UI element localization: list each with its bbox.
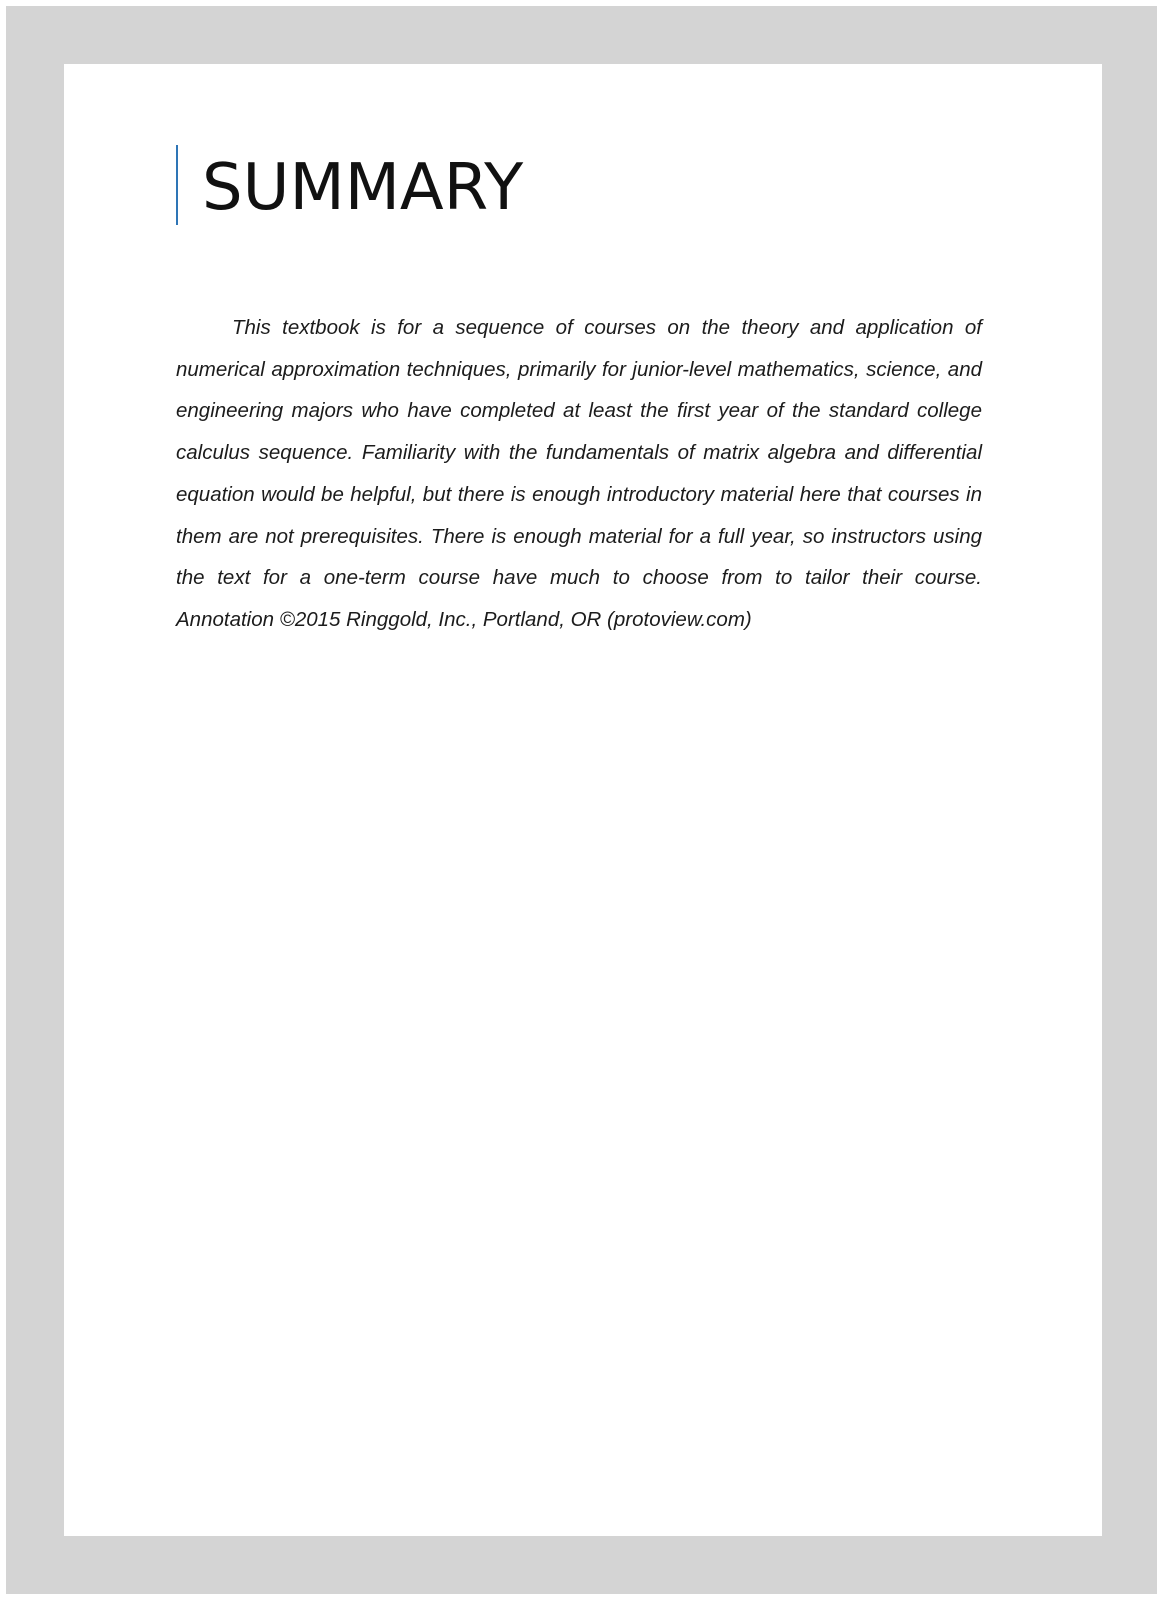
heading-accent-bar <box>176 145 178 225</box>
document-page <box>64 64 1102 1536</box>
page-title: SUMMARY <box>202 151 524 225</box>
document-viewer <box>6 6 1157 1594</box>
summary-paragraph: This textbook is for a sequence of courses on the theory and application of numerical approximation techniques, primarily for junior-level mathematics, science, and engineering majors who have completed at least the first year of the standard college calculus sequence. Familiarity with the fundamentals of matrix algebra and differential equation would be helpful, but there is enough introductory material here that courses in them are not prerequisites. There is enough material for a full year, so instructors using the text for a one-term course have much to choose from to tailor their course. Annotation ©2015 Ringgold, Inc., Portland, OR (protoview.com) <box>176 316 982 631</box>
